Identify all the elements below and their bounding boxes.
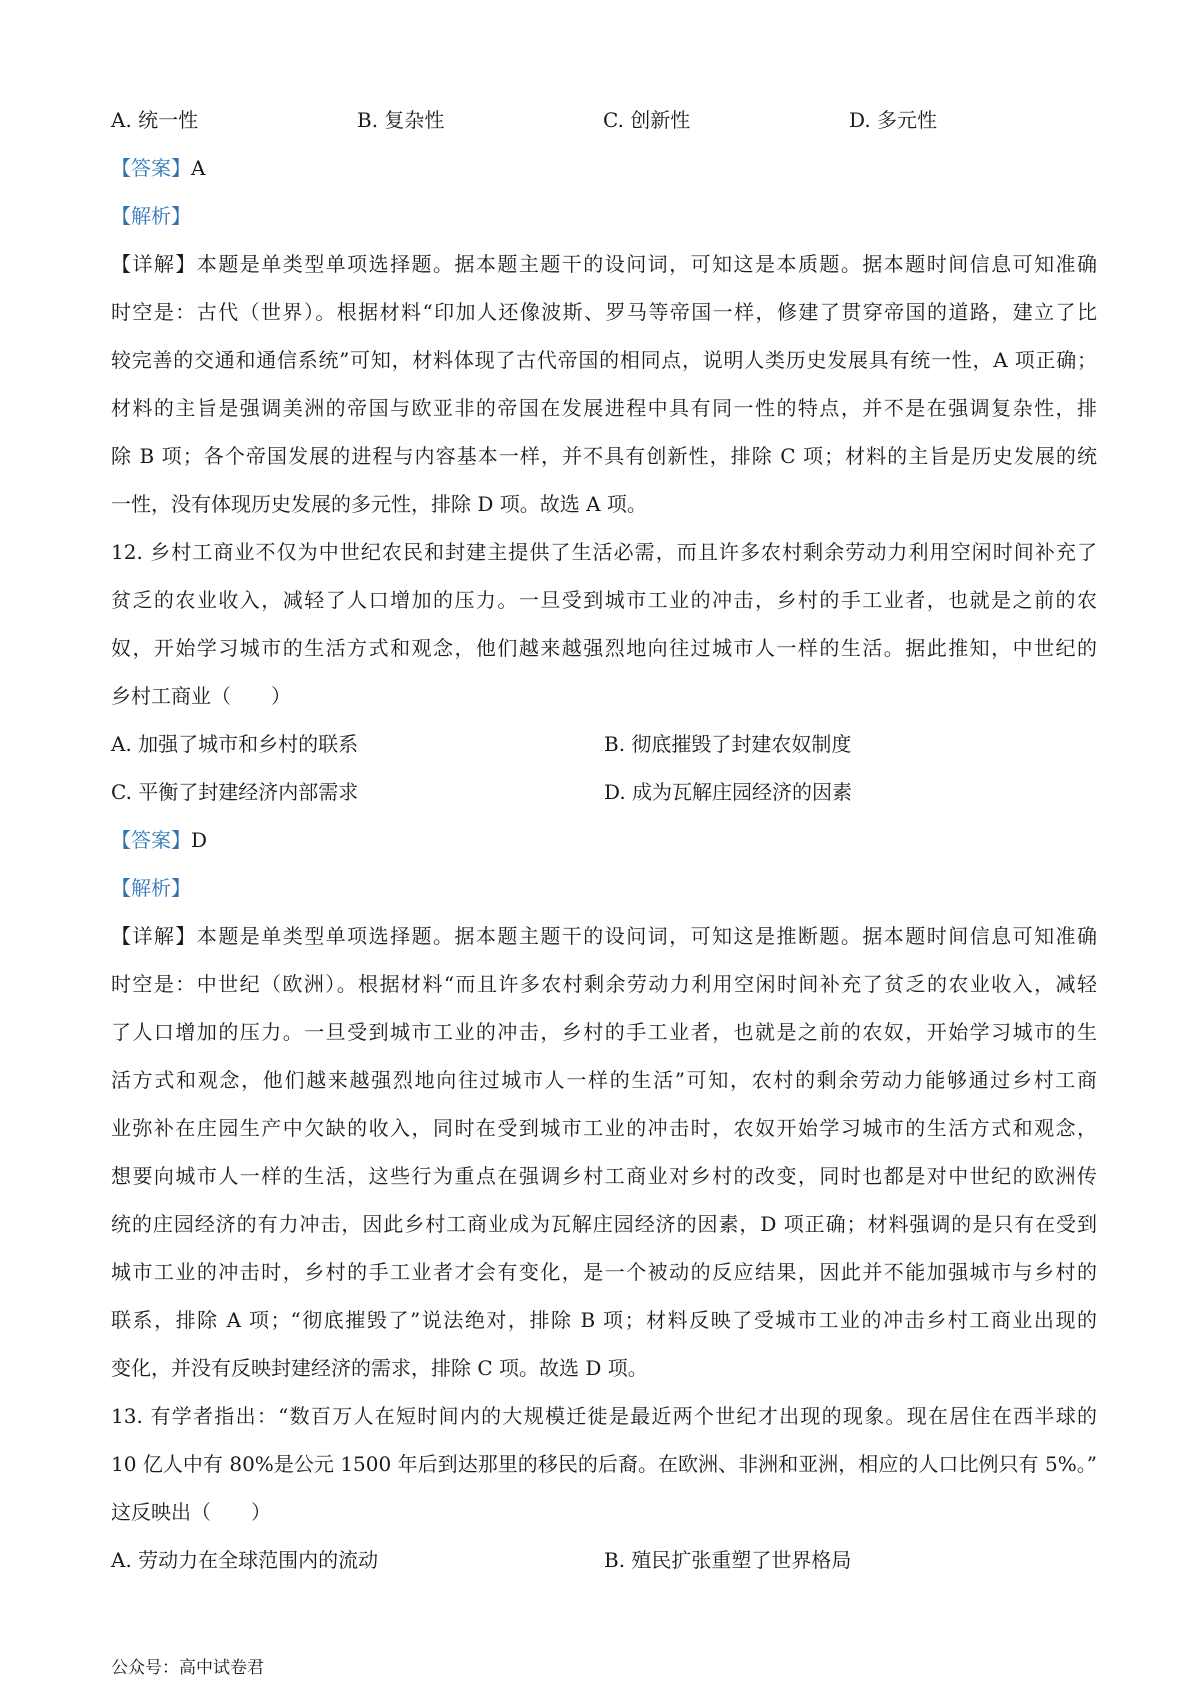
analysis-tag: 【解析】 (111, 876, 191, 900)
q11-detail-line: 时空是：古代（世界）。根据材料“印加人还像波斯、罗马等帝国一样，修建了贯穿帝国的道路，建立了比 (111, 300, 1097, 324)
q12-detail-line: 想要向城市人一样的生活，这些行为重点在强调乡村工商业对乡村的改变，同时也都是对中世纪的欧洲传 (111, 1164, 1097, 1188)
q11-analysis-heading (111, 192, 1097, 240)
q12-detail-line: 活方式和观念，他们越来越强烈地向往过城市人一样的生活”可知，农村的剩余劳动力能够通过乡村工商 (111, 1068, 1097, 1092)
q12-detail-line: 了人口增加的压力。一旦受到城市工业的冲击，乡村的手工业者，也就是之前的农奴，开始学习城市的生 (111, 1020, 1097, 1044)
q12-detail-line: 时空是：中世纪（欧洲）。根据材料“而且许多农村剩余劳动力利用空闲时间补充了贫乏的农业收入，减轻 (111, 972, 1097, 996)
q13-option-b: B. 殖民扩张重塑了世界格局 (604, 1548, 852, 1572)
q13-stem-line: 13. 有学者指出：“数百万人在短时间内的大规模迁徙是最近两个世纪才出现的现象。现在居住在西半球的 (111, 1404, 1097, 1428)
q12-option-d: D. 成为瓦解庄园经济的因素 (604, 780, 853, 804)
q12-option-a: A. 加强了城市和乡村的联系 (111, 732, 359, 756)
q13-options-row (111, 1536, 1097, 1584)
q11-detail-line: 一性，没有体现历史发展的多元性，排除 D 项。故选 A 项。 (111, 492, 647, 516)
q12-stem-line: 贫乏的农业收入，减轻了人口增加的压力。一旦受到城市工业的冲击，乡村的手工业者，也就是之前的农 (111, 588, 1097, 612)
q11-option-b: B. 复杂性 (357, 108, 445, 132)
q13-stem-line: 10 亿人中有 80%是公元 1500 年后到达那里的移民的后裔。在欧洲、非洲和亚洲，相应的人口比例只有 5%。” (111, 1452, 1097, 1476)
q12-stem-line: 12. 乡村工商业不仅为中世纪农民和封建主提供了生活必需，而且许多农村剩余劳动力利用空闲时间补充了 (111, 540, 1097, 564)
answer-tag: 【答案】 (111, 156, 191, 180)
q12-detail-line: 统的庄园经济的有力冲击，因此乡村工商业成为瓦解庄园经济的因素，D 项正确；材料强调的是只有在受到 (111, 1212, 1097, 1236)
q12-analysis-heading (111, 864, 1097, 912)
q12-option-c: C. 平衡了封建经济内部需求 (111, 780, 359, 804)
page-content (111, 96, 1097, 1584)
q11-detail-line: 材料的主旨是强调美洲的帝国与欧亚非的帝国在发展进程中具有同一性的特点，并不是在强调复杂性，排 (111, 396, 1097, 420)
answer-value: A (191, 156, 206, 180)
q12-detail-line: 业弥补在庄园生产中欠缺的收入，同时在受到城市工业的冲击时，农奴开始学习城市的生活方式和观念， (111, 1116, 1097, 1140)
page-footer: 公众号：高中试卷君 (111, 1658, 264, 1678)
q13-stem-line: 这反映出（ ） (111, 1500, 271, 1524)
q12-options-row (111, 768, 1097, 816)
q12-stem-line: 乡村工商业（ ） (111, 684, 291, 708)
q12-options-row (111, 720, 1097, 768)
q12-stem-line: 奴，开始学习城市的生活方式和观念，他们越来越强烈地向往过城市人一样的生活。据此推知，中世纪的 (111, 636, 1097, 660)
q12-answer (111, 816, 1097, 864)
q11-option-d: D. 多元性 (849, 108, 938, 132)
q11-detail-line: 较完善的交通和通信系统”可知，材料体现了古代帝国的相同点，说明人类历史发展具有统一性，A 项正确； (111, 348, 1097, 372)
detail-text: 本题是单类型单项选择题。据本题主题干的设问词，可知这是本质题。据本题时间信息可知准确 (196, 252, 1098, 276)
q12-detail-line: 城市工业的冲击时，乡村的手工业者才会有变化，是一个被动的反应结果，因此并不能加强城市与乡村的 (111, 1260, 1097, 1284)
q11-option-a: A. 统一性 (111, 108, 199, 132)
q12-detail-line (111, 912, 1097, 960)
answer-value: D (191, 828, 208, 852)
q11-options (111, 96, 1097, 144)
q11-detail-line: 除 B 项；各个帝国发展的进程与内容基本一样，并不具有创新性，排除 C 项；材料的主旨是历史发展的统 (111, 444, 1097, 468)
detail-tag: 【详解】 (111, 924, 197, 948)
detail-text: 本题是单类型单项选择题。据本题主题干的设问词，可知这是推断题。据本题时间信息可知准确 (196, 924, 1098, 948)
q13-option-a: A. 劳动力在全球范围内的流动 (111, 1548, 379, 1572)
q12-detail-line: 变化，并没有反映封建经济的需求，排除 C 项。故选 D 项。 (111, 1356, 648, 1380)
q12-option-b: B. 彻底摧毁了封建农奴制度 (604, 732, 852, 756)
q12-detail-line: 联系，排除 A 项；“彻底摧毁了”说法绝对，排除 B 项；材料反映了受城市工业的冲击乡村工商业出现的 (111, 1308, 1097, 1332)
analysis-tag: 【解析】 (111, 204, 191, 228)
answer-tag: 【答案】 (111, 828, 191, 852)
q11-option-c: C. 创新性 (603, 108, 691, 132)
q11-answer (111, 144, 1097, 192)
q11-detail-line (111, 240, 1097, 288)
detail-tag: 【详解】 (111, 252, 197, 276)
